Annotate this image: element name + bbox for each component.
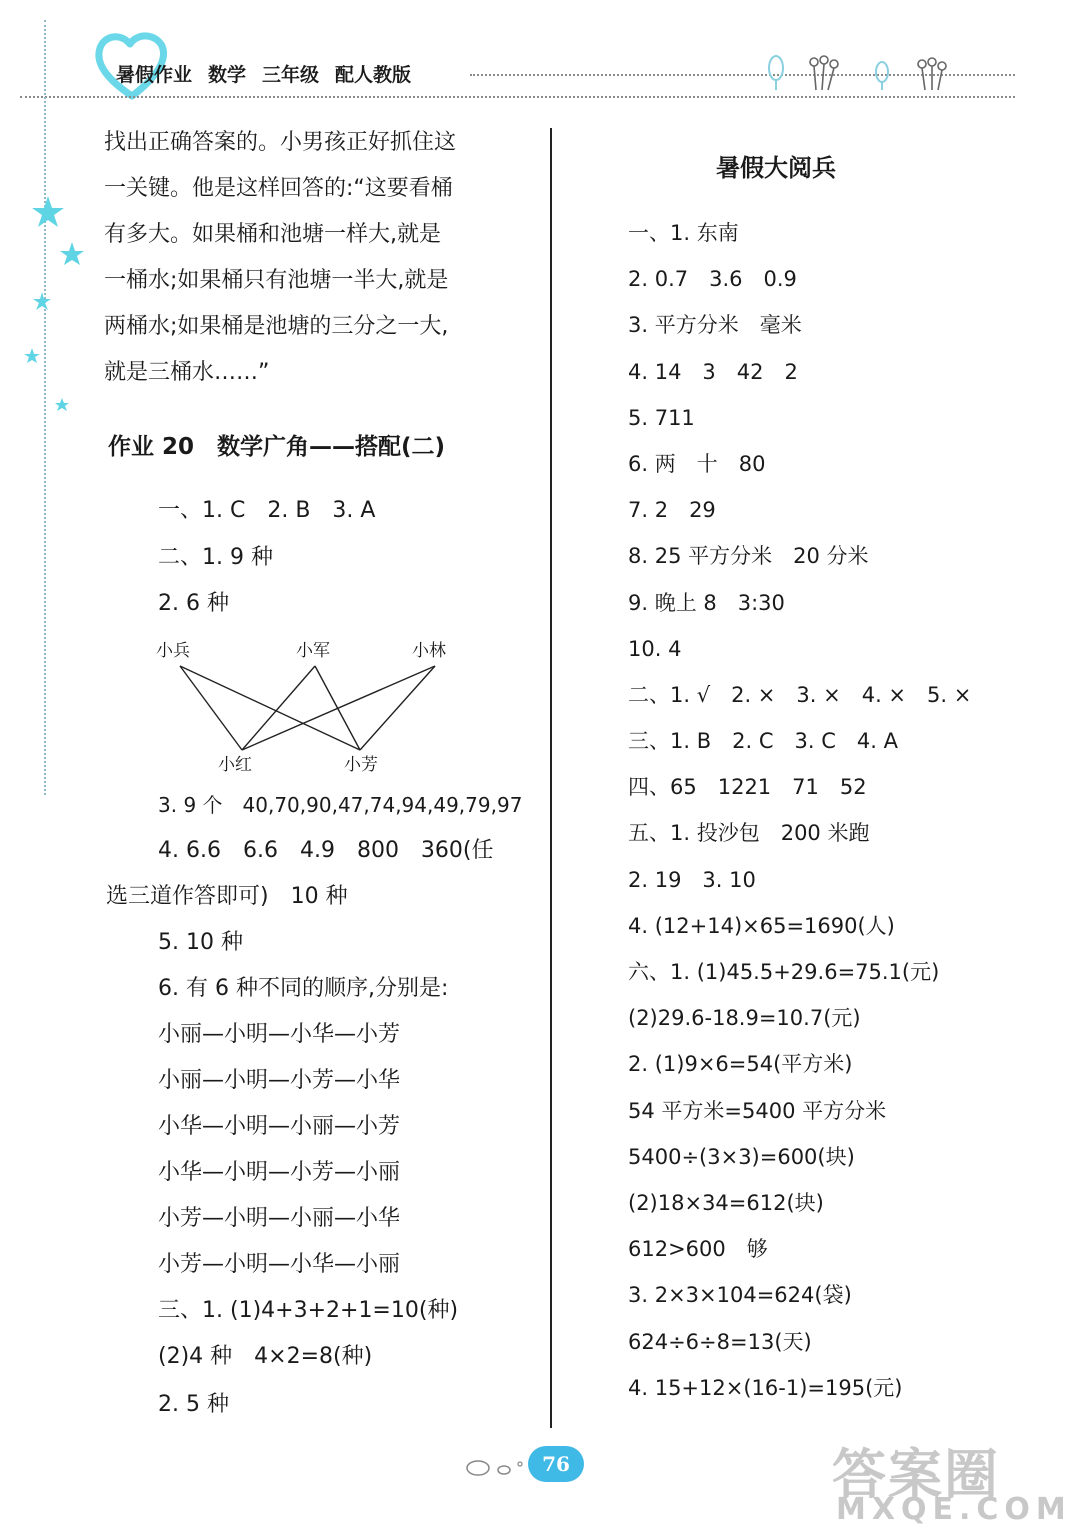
header-title xyxy=(116,60,427,87)
review-line: 五、1. 投沙包 200 米跑 xyxy=(628,821,870,846)
paragraph-line: 有多大。如果桶和池塘一样大,就是 xyxy=(104,222,441,247)
review-line: (2)18×34=612(块) xyxy=(628,1190,824,1215)
review-line: (2)29.6-18.9=10.7(元) xyxy=(628,1006,861,1031)
answer-line: 5. 10 种 xyxy=(158,930,243,955)
paragraph-line: 一桶水;如果桶只有池塘一半大,就是 xyxy=(104,268,449,293)
order-line: 小芳—小明—小华—小丽 xyxy=(158,1252,401,1277)
order-line: 小芳—小明—小丽—小华 xyxy=(158,1206,401,1231)
answer-line: 2. 5 种 xyxy=(158,1392,229,1417)
trees-flowers-icon xyxy=(762,50,952,92)
pairing-diagram xyxy=(170,662,470,752)
review-line: 4. 14 3 42 2 xyxy=(628,359,798,384)
diagram-label-top: 小军 xyxy=(296,641,330,661)
review-line: 二、1. √ 2. × 3. × 4. × 5. × xyxy=(628,682,972,707)
review-line: 8. 25 平方分米 20 分米 xyxy=(628,544,869,569)
header-title-part: 三年级 xyxy=(262,64,320,86)
paragraph-line: 一关键。他是这样回答的:“这要看桶 xyxy=(104,176,453,201)
paragraph-line: 找出正确答案的。小男孩正好抓住这 xyxy=(104,130,457,155)
order-line: 小丽—小明—小芳—小华 xyxy=(158,1068,401,1093)
review-line: 7. 2 29 xyxy=(628,498,716,523)
review-line: 5. 711 xyxy=(628,405,695,430)
review-line: 4. (12+14)×65=1690(人) xyxy=(628,913,895,938)
answer-line: 3. 9 个 40,70,90,47,74,94,49,79,97 xyxy=(158,793,523,817)
review-line: 2. (1)9×6=54(平方米) xyxy=(628,1052,853,1077)
order-line: 小丽—小明—小华—小芳 xyxy=(158,1022,401,1047)
order-line: 小华—小明—小芳—小丽 xyxy=(158,1160,401,1185)
header-title-part: 暑假作业 xyxy=(116,64,193,86)
answer-line: 三、1. (1)4+3+2+1=10(种) xyxy=(158,1298,459,1323)
diagram-line xyxy=(360,666,435,750)
review-line: 612>600 够 xyxy=(628,1237,768,1262)
header-title-part: 数学 xyxy=(208,64,247,86)
paragraph-line: 两桶水;如果桶是池塘的三分之一大, xyxy=(104,314,449,339)
answer-line: 选三道作答即可) 10 种 xyxy=(106,884,348,909)
review-answers xyxy=(628,210,971,1411)
review-line: 4. 15+12×(16-1)=195(元) xyxy=(628,1375,903,1400)
section-title-summer-review: 暑假大阅兵 xyxy=(716,154,836,182)
page-number: 76 xyxy=(528,1446,584,1482)
review-line: 三、1. B 2. C 3. C 4. A xyxy=(628,729,898,754)
answer-line: 二、1. 9 种 xyxy=(158,545,273,570)
order-line: 小华—小明—小丽—小芳 xyxy=(158,1114,401,1139)
review-line: 10. 4 xyxy=(628,636,682,661)
review-line: 624÷6÷8=13(天) xyxy=(628,1329,812,1354)
review-line: 2. 0.7 3.6 0.9 xyxy=(628,267,797,292)
review-line: 6. 两 十 80 xyxy=(628,451,766,476)
diagram-label-bottom: 小芳 xyxy=(344,755,378,775)
diagram-line xyxy=(242,666,315,750)
answer-line: (2)4 种 4×2=8(种) xyxy=(158,1344,373,1369)
stars-decoration-icon xyxy=(24,190,84,420)
bubbles-decoration-icon xyxy=(464,1452,528,1480)
diagram-label-top: 小林 xyxy=(412,641,446,661)
diagram-line xyxy=(180,666,242,750)
story-paragraph xyxy=(104,120,534,396)
watermark-logo: 答案圈 xyxy=(832,1443,1000,1506)
review-line: 一、1. 东南 xyxy=(628,221,739,245)
review-line: 六、1. (1)45.5+29.6=75.1(元) xyxy=(628,960,940,984)
header-title-part: 配人教版 xyxy=(335,64,412,86)
diagram-label-bottom: 小红 xyxy=(218,755,252,775)
answer-line: 2. 6 种 xyxy=(158,591,229,616)
paragraph-line: 就是三桶水……” xyxy=(104,360,270,385)
answer-line: 4. 6.6 6.6 4.9 800 360(任 xyxy=(158,838,494,863)
review-line: 2. 19 3. 10 xyxy=(628,867,756,892)
review-line: 54 平方米=5400 平方分米 xyxy=(628,1098,887,1123)
section-title-homework-20: 作业 20 数学广角——搭配(二) xyxy=(108,434,446,460)
diagram-label-top: 小兵 xyxy=(156,641,190,661)
review-line: 3. 2×3×104=624(袋) xyxy=(628,1283,852,1308)
review-line: 5400÷(3×3)=600(块) xyxy=(628,1144,855,1169)
header-dotted-underline xyxy=(20,96,1015,98)
answer-line: 一、1. C 2. B 3. A xyxy=(158,498,376,523)
answer-line: 6. 有 6 种不同的顺序,分别是: xyxy=(158,976,449,1001)
watermark-url: MXQE.COM xyxy=(836,1492,1072,1527)
review-line: 四、65 1221 71 52 xyxy=(628,775,867,800)
review-line: 3. 平方分米 毫米 xyxy=(628,313,802,338)
review-line: 9. 晚上 8 3:30 xyxy=(628,590,785,615)
column-divider xyxy=(550,128,552,1428)
